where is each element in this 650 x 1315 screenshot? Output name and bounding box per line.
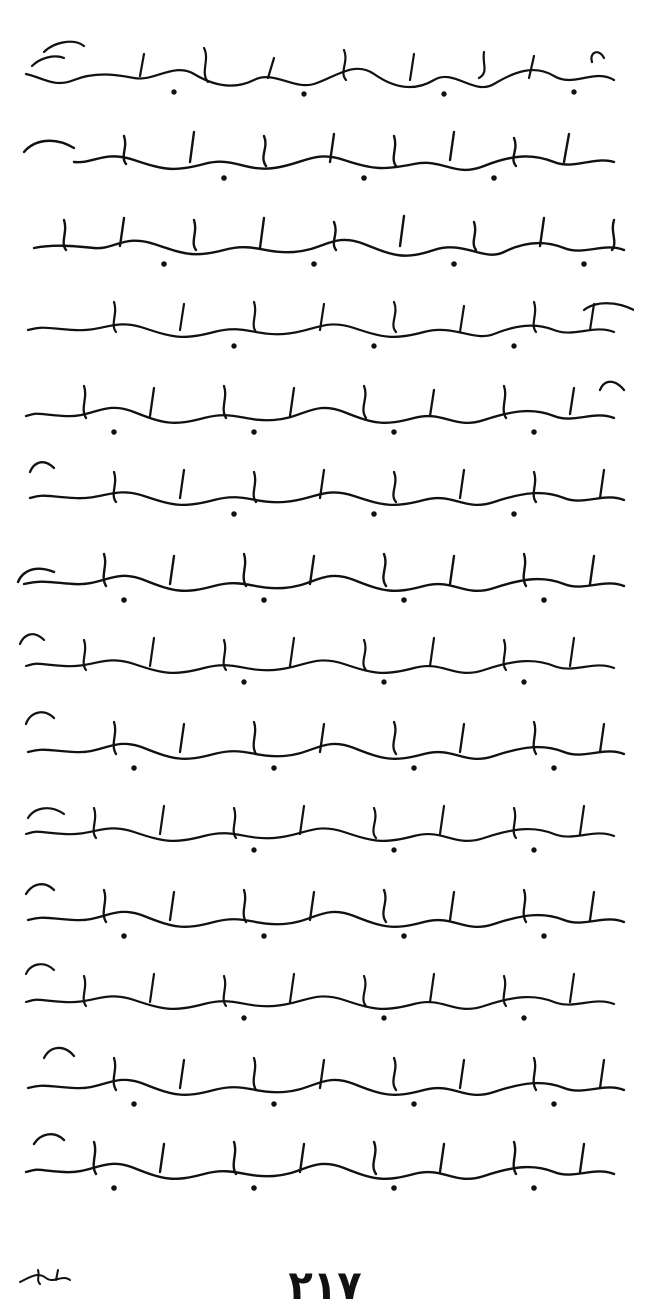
handwriting-stroke	[14, 616, 634, 696]
manuscript-line	[14, 868, 634, 948]
manuscript-line	[14, 616, 634, 696]
manuscript-line	[14, 196, 634, 276]
manuscript-line	[14, 1036, 634, 1116]
handwriting-stroke	[14, 1120, 634, 1200]
handwriting-stroke	[14, 784, 634, 864]
manuscript-line	[14, 364, 634, 444]
manuscript-line	[14, 532, 634, 612]
page-number: ٢١٧	[288, 1263, 362, 1309]
handwriting-stroke	[14, 112, 634, 192]
manuscript-line	[14, 448, 634, 528]
handwriting-stroke	[14, 700, 634, 780]
catchword-handwriting	[14, 1262, 74, 1292]
handwriting-stroke	[14, 28, 634, 108]
handwriting-stroke	[14, 952, 634, 1032]
handwriting-stroke	[14, 1036, 634, 1116]
manuscript-line	[14, 1120, 634, 1200]
handwriting-stroke	[14, 364, 634, 444]
manuscript-line	[14, 280, 634, 360]
handwriting-stroke	[14, 196, 634, 276]
manuscript-line	[14, 28, 634, 108]
handwriting-stroke	[14, 868, 634, 948]
manuscript-text-block	[14, 28, 634, 1218]
manuscript-line	[14, 784, 634, 864]
manuscript-line	[14, 700, 634, 780]
handwriting-stroke	[14, 448, 634, 528]
handwriting-stroke	[14, 280, 634, 360]
handwriting-stroke	[14, 532, 634, 612]
manuscript-line	[14, 952, 634, 1032]
manuscript-line	[14, 112, 634, 192]
